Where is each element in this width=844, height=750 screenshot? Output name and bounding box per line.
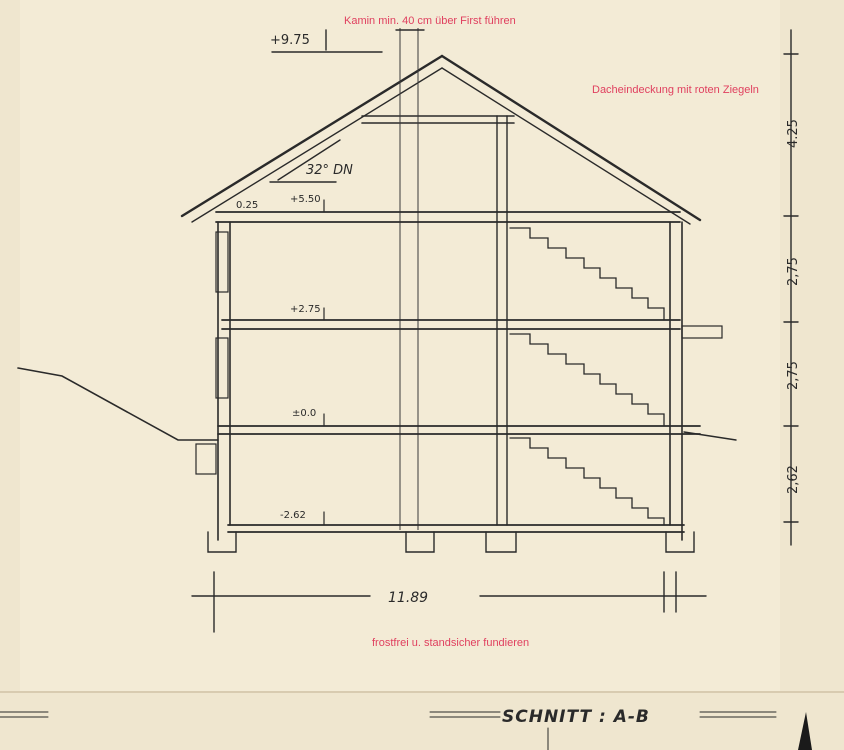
height-label-roof: 4.25 [786,119,801,148]
chimney-note: Kamin min. 40 cm über First führen [344,15,516,27]
upper-level-label: +2.75 [290,304,321,315]
ridge-level-label: +9.75 [270,33,310,48]
eave-level-label: 0.25 [236,200,259,211]
roof-pitch-label: 32° DN [306,163,353,178]
height-label-upper: 2,75 [786,257,801,286]
height-label-ground: 2,75 [786,361,801,390]
height-label-basement: 2,62 [786,465,801,494]
north-arrow-icon [798,712,812,750]
roofing-note: Dacheindeckung mit roten Ziegeln [592,84,759,96]
basement-level-label: -2.62 [280,510,306,521]
ground-level-label: ±0.0 [292,408,317,419]
foundation-note: frostfrei u. standsicher fundieren [372,637,530,649]
width-label: 11.89 [388,590,429,606]
title-rule [0,712,776,750]
attic-level-label: +5.50 [290,194,321,205]
section-title: SCHNITT : A-B [502,707,650,727]
